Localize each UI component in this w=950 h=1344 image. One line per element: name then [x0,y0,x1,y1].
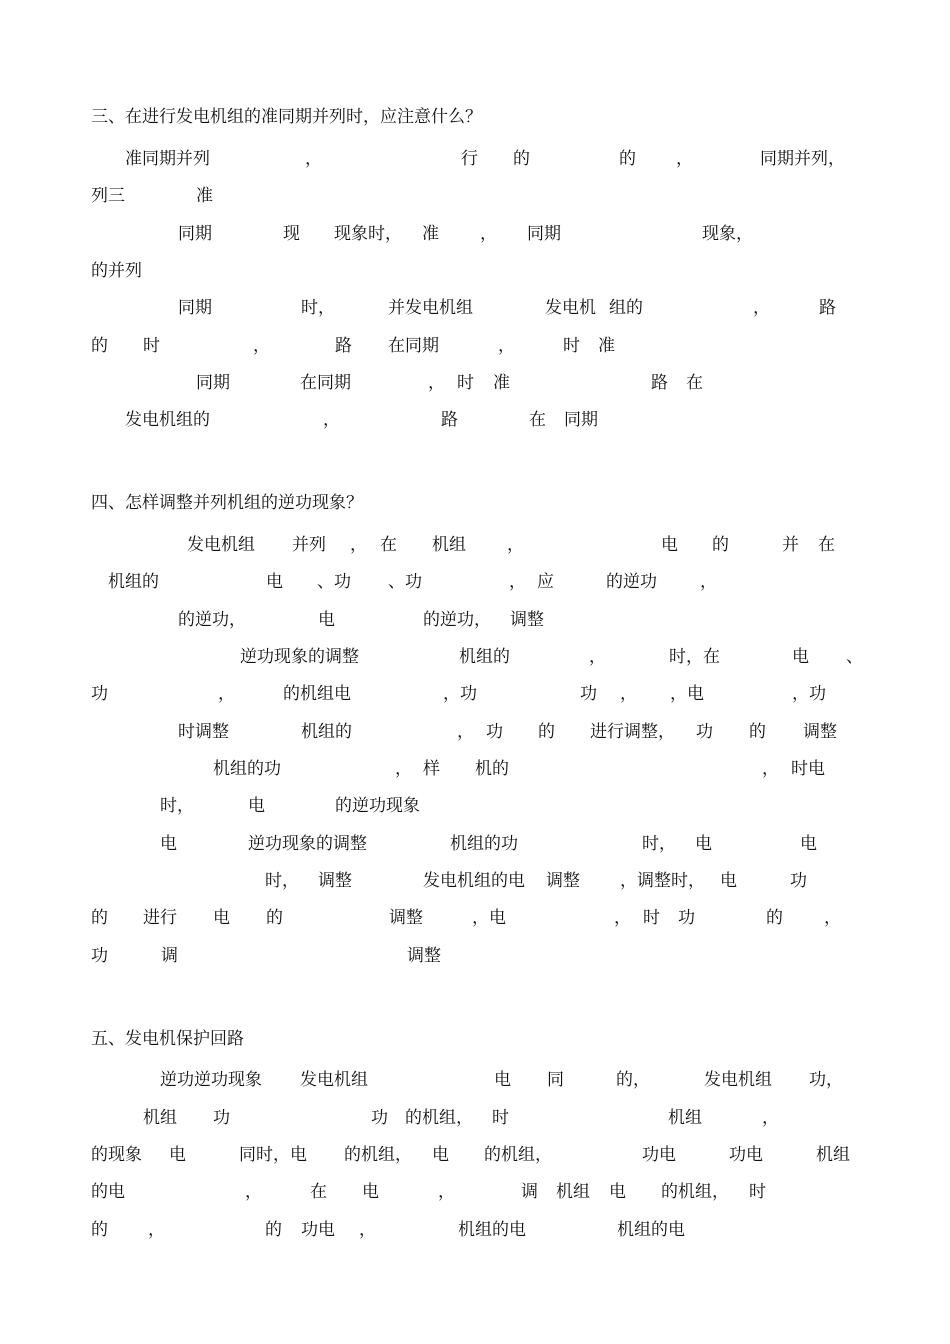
text-fragment: 功 [91,946,108,966]
text-fragment: 电 [432,1145,449,1165]
text-fragment: 列三 [91,186,125,206]
text-fragment: 的逆功 [606,572,657,592]
text-fragment: 的 [766,908,783,928]
text-fragment: 的 [712,535,729,555]
text-fragment: 在 [686,373,703,393]
text-fragment: 的机组， [661,1182,729,1202]
text-fragment: 逆功现象的调整 [248,834,367,854]
text-fragment: ， [509,572,526,592]
text-fragment: 行 [461,149,478,169]
text-fragment: 并 [782,535,799,555]
text-fragment: 的 [91,908,108,928]
text-fragment: 在 [818,535,835,555]
text-fragment: 、 [846,647,863,667]
text-fragment: ，电 [472,908,506,928]
text-fragment: ， [253,336,270,356]
text-fragment: 准同期并列 [125,149,210,169]
text-fragment: 的 [265,1220,282,1240]
text-fragment: 并发电机组 [388,298,473,318]
text-fragment: 机组的 [301,722,352,742]
text-fragment: 机组 [668,1108,702,1128]
text-fragment: ， [507,535,524,555]
text-fragment: 路 [335,336,352,356]
text-fragment: 的电 [91,1182,125,1202]
text-fragment: 电 [800,834,817,854]
text-fragment: 机组 [556,1182,590,1202]
text-fragment: 发电机组 [187,535,255,555]
text-fragment: 进行 [143,908,177,928]
text-fragment: 的并列 [91,261,142,281]
text-fragment: ， [498,336,515,356]
text-fragment: 同期 [178,298,212,318]
text-fragment: 功 [371,1108,388,1128]
text-fragment: 机组的 [459,647,510,667]
text-fragment: 调整 [407,946,441,966]
text-fragment: 的机组， [484,1145,552,1165]
text-fragment: 机组 [143,1108,177,1128]
text-fragment: 在 [310,1182,327,1202]
text-fragment: 机组的 [108,572,159,592]
text-fragment: 路 [819,298,836,318]
text-fragment: 时，在 [669,647,720,667]
text-fragment: 同期 [564,410,598,430]
text-fragment: 准 [422,224,439,244]
text-fragment: 调整 [389,908,423,928]
text-fragment: 电 [792,647,809,667]
text-fragment: ， [245,1182,262,1202]
text-fragment: ，电 [670,684,704,704]
text-fragment: 发电机组 [704,1070,772,1090]
text-fragment: 发电机组的 [125,410,210,430]
text-fragment: 时 [143,336,160,356]
text-fragment: 发电机组的电 [423,871,525,891]
text-fragment: 同 [547,1070,564,1090]
text-fragment: 发电机组 [300,1070,368,1090]
text-fragment: 在 [380,535,397,555]
text-fragment: 同期 [196,373,230,393]
text-fragment: ， [428,373,445,393]
text-fragment: 机组的电 [458,1220,526,1240]
text-fragment: 准 [196,186,213,206]
text-fragment: ， [620,684,637,704]
text-fragment: 应 [537,572,554,592]
text-fragment: 进行调整， [590,722,675,742]
text-fragment: 准 [493,373,510,393]
text-fragment: ， [676,149,693,169]
text-fragment: 电 [720,871,737,891]
text-fragment: 组的 [609,298,643,318]
text-fragment: 在同期 [300,373,351,393]
text-fragment: 在同期 [388,336,439,356]
section-heading: 四、怎样调整并列机组的逆功现象？ [91,493,363,513]
text-fragment: 同期 [178,224,212,244]
text-fragment: ，功 [792,684,826,704]
text-fragment: 机的 [475,759,509,779]
section-heading: 五、发电机保护回路 [91,1029,244,1049]
text-fragment: 电 [695,834,712,854]
text-fragment: 调整 [318,871,352,891]
text-fragment: ， [148,1220,165,1240]
text-fragment: 在 [529,410,546,430]
text-fragment: ， [762,1108,779,1128]
text-fragment: ，调整时， [620,871,705,891]
text-fragment: 电 [213,908,230,928]
text-fragment: 同期 [527,224,561,244]
text-fragment: ， [589,647,606,667]
text-fragment: 调整 [510,610,544,630]
text-fragment: ， [218,684,235,704]
text-fragment: 功， [809,1070,843,1090]
text-fragment: ， [323,410,340,430]
text-fragment: 的逆功现象 [335,796,420,816]
text-fragment: 时， [265,871,299,891]
text-fragment: 机组的功 [450,834,518,854]
text-fragment: 的 [538,722,555,742]
text-fragment: 功 [696,722,713,742]
text-fragment: 样 [423,759,440,779]
text-fragment: ， [480,224,497,244]
text-fragment: 时 [643,908,660,928]
text-fragment: 时， [642,834,676,854]
text-fragment: 的 [91,336,108,356]
text-fragment: 功 [486,722,503,742]
text-fragment: 时 [749,1182,766,1202]
text-fragment: 逆功逆功现象 [160,1070,262,1090]
text-fragment: ， [457,722,474,742]
text-fragment: 机组 [432,535,466,555]
text-fragment: 功电 [301,1220,335,1240]
text-fragment: 同时，电 [239,1145,307,1165]
text-fragment: 功 [91,684,108,704]
text-fragment: ， [350,535,367,555]
text-fragment: 调整 [546,871,580,891]
text-fragment: 的 [513,149,530,169]
section-heading: 三、在进行发电机组的准同期并列时，应注意什么？ [91,107,482,127]
text-fragment: 时 [457,373,474,393]
text-fragment: 时电 [791,759,825,779]
text-fragment: 功 [213,1108,230,1128]
text-fragment: 逆功现象的调整 [240,647,359,667]
text-fragment: 机组 [816,1145,850,1165]
text-fragment: 功电 [642,1145,676,1165]
text-fragment: 电 [160,834,177,854]
text-fragment: 功 [580,684,597,704]
text-fragment: 的 [619,149,636,169]
text-fragment: ， [753,298,770,318]
text-fragment: 现象时， [334,224,402,244]
text-fragment: 现 [283,224,300,244]
text-fragment: ，功 [443,684,477,704]
text-fragment: 调 [521,1182,538,1202]
text-fragment: 同期并列， [760,149,845,169]
text-fragment: ， [824,908,841,928]
text-fragment: 时， [160,796,194,816]
text-fragment: 的逆功， [178,610,246,630]
text-fragment: 功电 [729,1145,763,1165]
text-fragment: ， [438,1182,455,1202]
text-fragment: 电 [362,1182,379,1202]
text-fragment: 并列 [292,535,326,555]
text-fragment: 时 [492,1108,509,1128]
text-fragment: 电 [318,610,335,630]
text-fragment: 机组的功 [213,759,281,779]
text-fragment: 路 [651,373,668,393]
text-fragment: 时， [301,298,335,318]
text-fragment: 的机组电 [283,684,351,704]
text-fragment: 的 [266,908,283,928]
text-fragment: 、功 [317,572,351,592]
text-fragment: 电 [609,1182,626,1202]
text-fragment: 时 [563,336,580,356]
text-fragment: 的逆功， [423,610,491,630]
text-fragment: ， [762,759,779,779]
text-fragment: 的机组， [344,1145,412,1165]
text-fragment: 时调整 [178,722,229,742]
text-fragment: 功 [790,871,807,891]
text-fragment: 电 [266,572,283,592]
text-fragment: 、功 [388,572,422,592]
text-fragment: 路 [441,410,458,430]
text-fragment: ， [359,1220,376,1240]
text-fragment: ， [305,149,322,169]
text-fragment: ， [614,908,631,928]
text-fragment: 机组的电 [617,1220,685,1240]
text-fragment: 现象， [702,224,753,244]
text-fragment: 准 [598,336,615,356]
text-fragment: 的 [749,722,766,742]
text-fragment: 调整 [803,722,837,742]
text-fragment: 发电机 [545,298,596,318]
text-fragment: 的现象 [91,1145,142,1165]
text-fragment: 电 [248,796,265,816]
text-fragment: 的机组， [405,1108,473,1128]
text-fragment: 电 [661,535,678,555]
text-fragment: 调 [161,946,178,966]
text-fragment: 的 [91,1220,108,1240]
text-fragment: ， [700,572,717,592]
text-fragment: 功 [678,908,695,928]
text-fragment: 的， [616,1070,650,1090]
text-fragment: ， [395,759,412,779]
text-fragment: 电 [169,1145,186,1165]
text-fragment: 电 [494,1070,511,1090]
